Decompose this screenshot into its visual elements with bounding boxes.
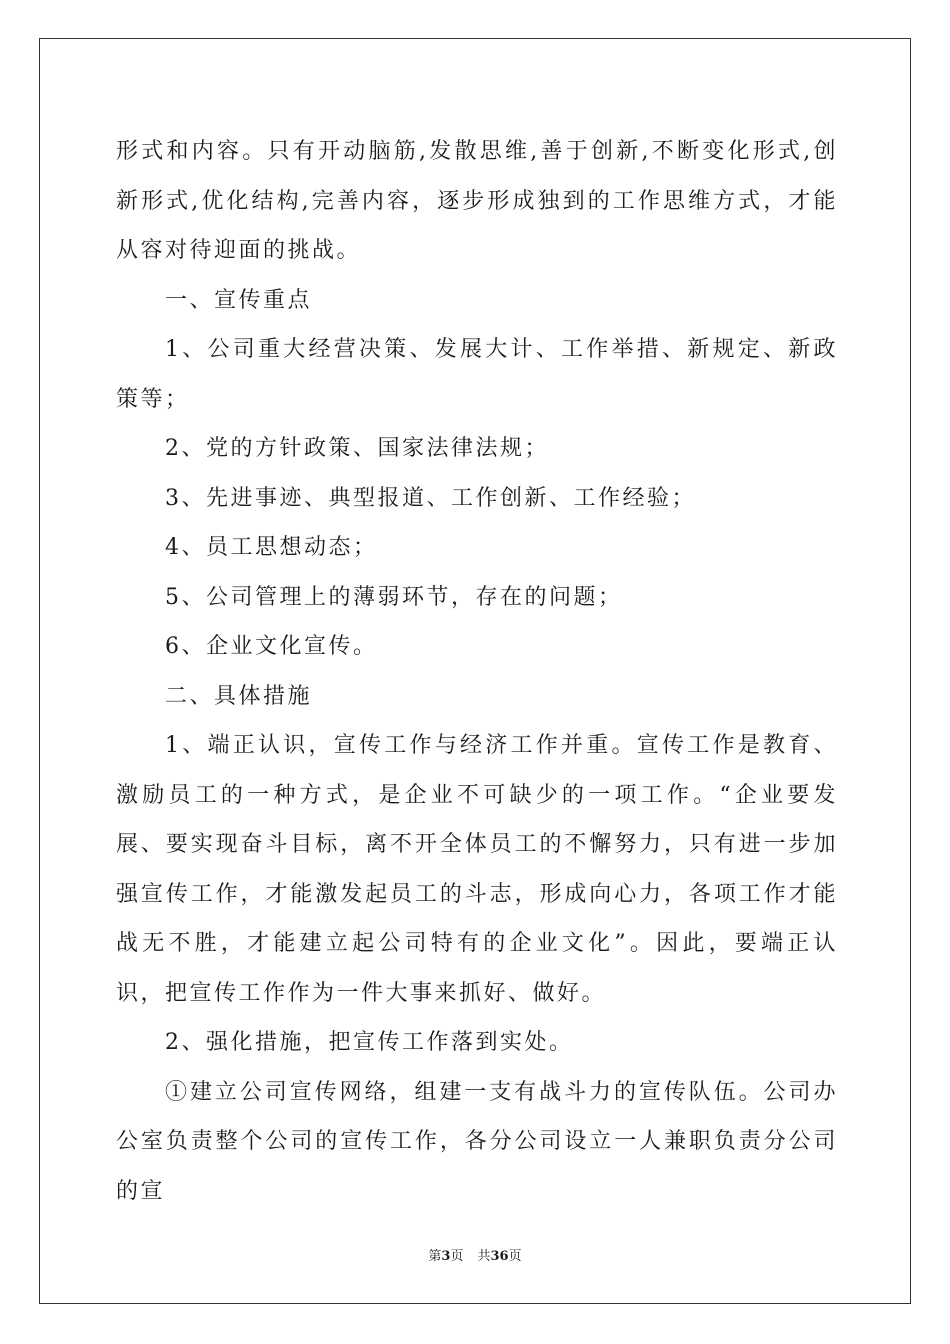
heading-specific-measures: 二、具体措施 bbox=[165, 683, 313, 709]
paragraph-1: 形式和内容。只有开动脑筋,发散思维,善于创新,不断变化形式,创新形式,优化结构,完善内容，逐步形成独到的工作思维方式，才能从容对待迎面的挑战。 bbox=[116, 139, 838, 263]
footer-page-number: 3 bbox=[441, 1249, 451, 1264]
measure-2: 2、强化措施，把宣传工作落到实处。 bbox=[165, 1030, 574, 1055]
measure-1: 1、端正认识，宣传工作与经济工作并重。宣传工作是教育、激励员工的一种方式，是企业不可缺少的一项工作。“企业要发展、要实现奋斗目标，离不开全体员工的不懈努力，只有进一步加强宣传工作，才能激发起员工的斗志，形成向心力，各项工作才能战无不胜，才能建立起公司特有的企业文化”。因此，要端正认识，把宣传工作作为一件大事来抓好、做好。 bbox=[116, 733, 838, 1006]
list-item-1: 1、公司重大经营决策、发展大计、工作举措、新规定、新政策等； bbox=[116, 337, 838, 412]
page-footer bbox=[0, 1248, 950, 1266]
list-item-6: 6、企业文化宣传。 bbox=[165, 634, 378, 659]
measure-2-sub-1: ①建立公司宣传网络，组建一支有战斗力的宣传队伍。公司办公室负责整个公司的宣传工作，各分公司设立一人兼职负责分公司的宣 bbox=[116, 1079, 838, 1204]
footer-page-prefix: 第 bbox=[428, 1249, 442, 1264]
document-body bbox=[116, 127, 838, 1216]
list-item-3: 3、先进事迹、典型报道、工作创新、工作经验； bbox=[165, 485, 696, 511]
heading-publicity-focus: 一、宣传重点 bbox=[165, 287, 313, 313]
footer-total-suffix: 页 bbox=[508, 1249, 522, 1264]
footer-total-pages: 36 bbox=[490, 1249, 509, 1264]
list-item-4: 4、员工思想动态； bbox=[165, 535, 378, 560]
footer-page-suffix: 页 bbox=[450, 1249, 464, 1264]
footer-total-prefix: 共 bbox=[477, 1249, 491, 1264]
list-item-2: 2、党的方针政策、国家法律法规； bbox=[165, 436, 549, 461]
list-item-5: 5、公司管理上的薄弱环节，存在的问题； bbox=[165, 584, 623, 610]
